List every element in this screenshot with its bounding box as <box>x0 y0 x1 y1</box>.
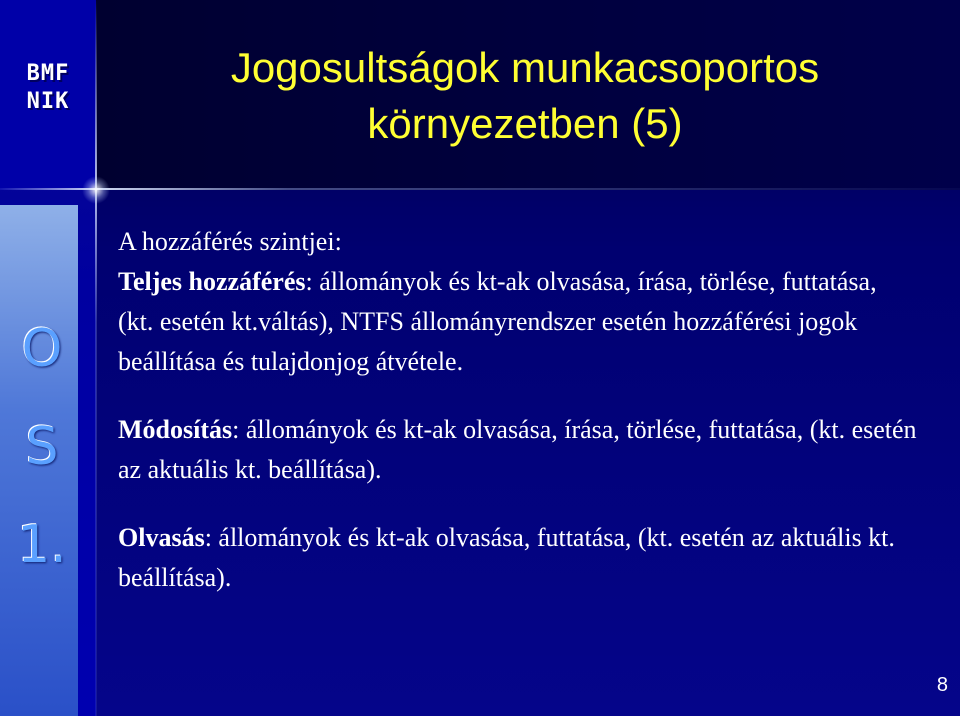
slide-content <box>118 222 918 598</box>
access-level-description: : állományok és kt-ak olvasása, futtatása, (kt. esetén az aktuális kt. beállítása). <box>118 523 895 592</box>
access-level-full <box>118 262 918 382</box>
side-letters <box>6 300 78 594</box>
slide-title-line-2: környezetben (5) <box>367 100 683 147</box>
side-letter-1: 1. <box>17 515 67 575</box>
access-level-read <box>118 518 918 598</box>
access-levels-intro: A hozzáférés szintjei: <box>118 227 342 256</box>
side-letter-s: S <box>25 417 59 477</box>
access-level-description: : állományok és kt-ak olvasása, írása, törlése, futtatása, (kt. esetén kt.váltás), NTFS állományrendszer esetén hozzáférési jogok beállítása és tulajdonjog átvétele. <box>118 267 877 376</box>
horizontal-divider-line <box>0 188 960 190</box>
logo-line-bmf: BMF <box>26 61 70 86</box>
access-level-term: Olvasás <box>118 523 205 552</box>
crosshair-glow <box>82 176 110 204</box>
logo-line-nik: NIK <box>26 89 70 114</box>
side-letter-o: O <box>21 319 63 379</box>
access-level-description: : állományok és kt-ak olvasása, írása, törlése, futtatása, (kt. esetén az aktuális kt. beállítása). <box>118 415 917 484</box>
bmf-nik-logo <box>4 60 92 116</box>
access-level-modify <box>118 410 918 490</box>
slide-title-line-1: Jogosultságok munkacsoportos <box>230 44 820 91</box>
page-number: 8 <box>936 674 948 696</box>
access-level-term: Teljes hozzáférés <box>118 267 306 296</box>
vertical-divider-line <box>95 0 97 716</box>
access-level-term: Módosítás <box>118 415 233 444</box>
slide-title <box>120 40 930 152</box>
